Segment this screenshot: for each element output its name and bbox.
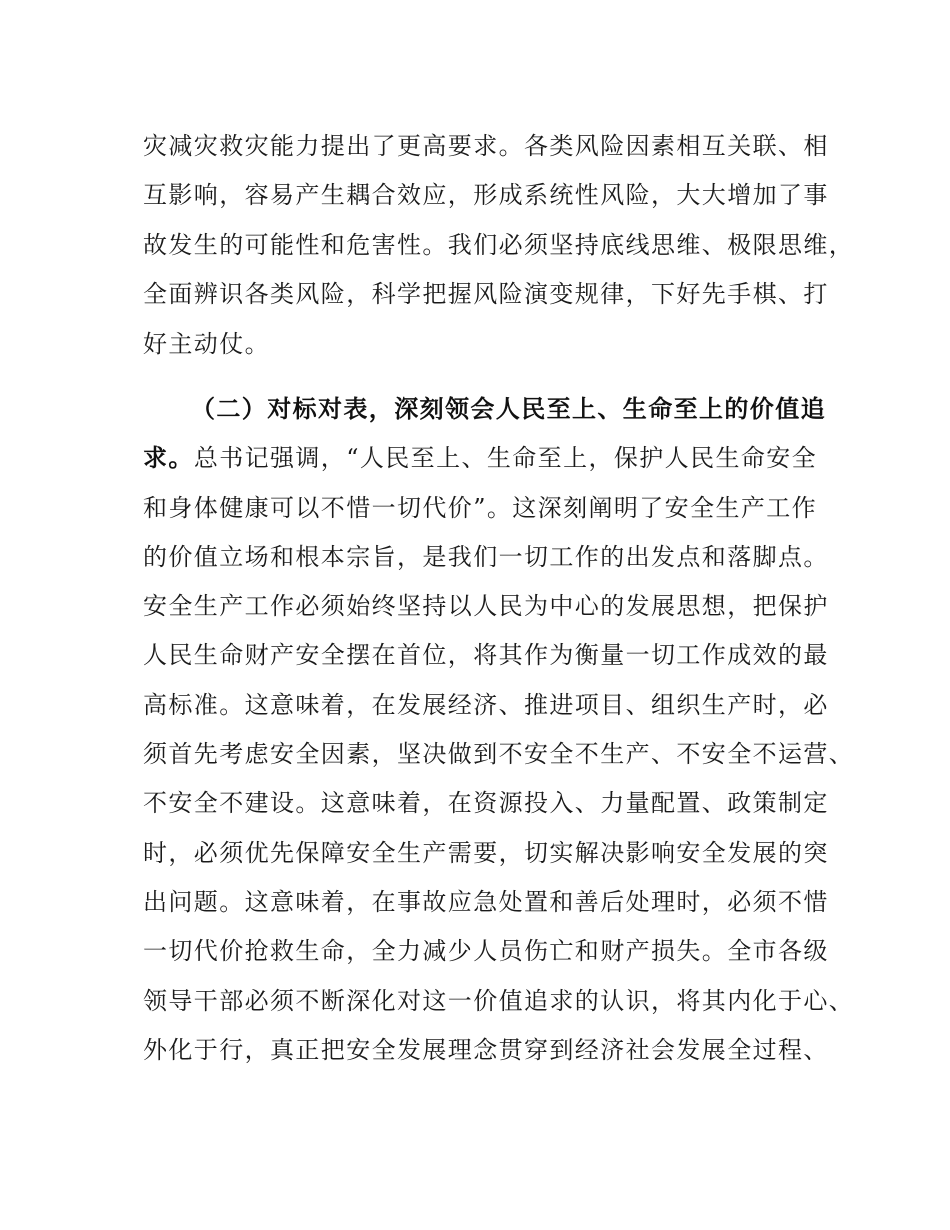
section-heading-end: 求。 [143, 444, 194, 473]
text-line: 互影响，容易产生耦合效应，形成系统性风险，大大增加了事 [143, 181, 829, 210]
text-line: 和身体健康可以不惜一切代价”。这深刻阐明了安全生产工作 [143, 493, 818, 522]
text-line-rest: 总书记强调，“人民至上、生命至上，保护人民生命安全 [193, 444, 818, 473]
text-line: 外化于行，真正把安全发展理念贯穿到经济社会发展全过程、 [143, 1035, 829, 1064]
text-line: 安全生产工作必须始终坚持以人民为中心的发展思想，把保护 [143, 592, 829, 621]
text-line: 时，必须优先保障安全生产需要，切实解决影响安全发展的突 [143, 838, 829, 867]
paragraph-1 [143, 122, 855, 369]
text-line [143, 434, 823, 483]
text-line: 领导干部必须不断深化对这一价值追求的认识，将其内化于心、 [143, 986, 855, 1015]
text-line: 人民生命财产安全摆在首位，将其作为衡量一切工作成效的最 [143, 641, 829, 670]
text-line: 的价值立场和根本宗旨，是我们一切工作的出发点和落脚点。 [143, 542, 829, 571]
text-line: 须首先考虑安全因素，坚决做到不安全不生产、不安全不运营、 [143, 740, 855, 769]
section-heading: （二）对标对表，深刻领会人民至上、生命至上的价值追 [191, 395, 826, 423]
paragraph-2 [143, 385, 855, 1075]
text-line: 高标准。这意味着，在发展经济、推进项目、组织生产时，必 [143, 690, 829, 719]
text-line: 不安全不建设。这意味着，在资源投入、力量配置、政策制定 [143, 789, 829, 818]
text-line: 故发生的可能性和危害性。我们必须坚持底线思维、极限思维， [143, 230, 855, 259]
text-line: 全面辨识各类风险，科学把握风险演变规律，下好先手棋、打 [143, 280, 829, 309]
text-line: 出问题。这意味着，在事故应急处置和善后处理时，必须不惜 [143, 887, 829, 916]
text-line: 好主动仗。 [143, 329, 270, 358]
section-heading-line [143, 385, 826, 434]
text-line: 一切代价抢救生命，全力减少人员伤亡和财产损失。全市各级 [143, 937, 829, 966]
text-line: 灾减灾救灾能力提出了更高要求。各类风险因素相互关联、相 [143, 132, 829, 160]
